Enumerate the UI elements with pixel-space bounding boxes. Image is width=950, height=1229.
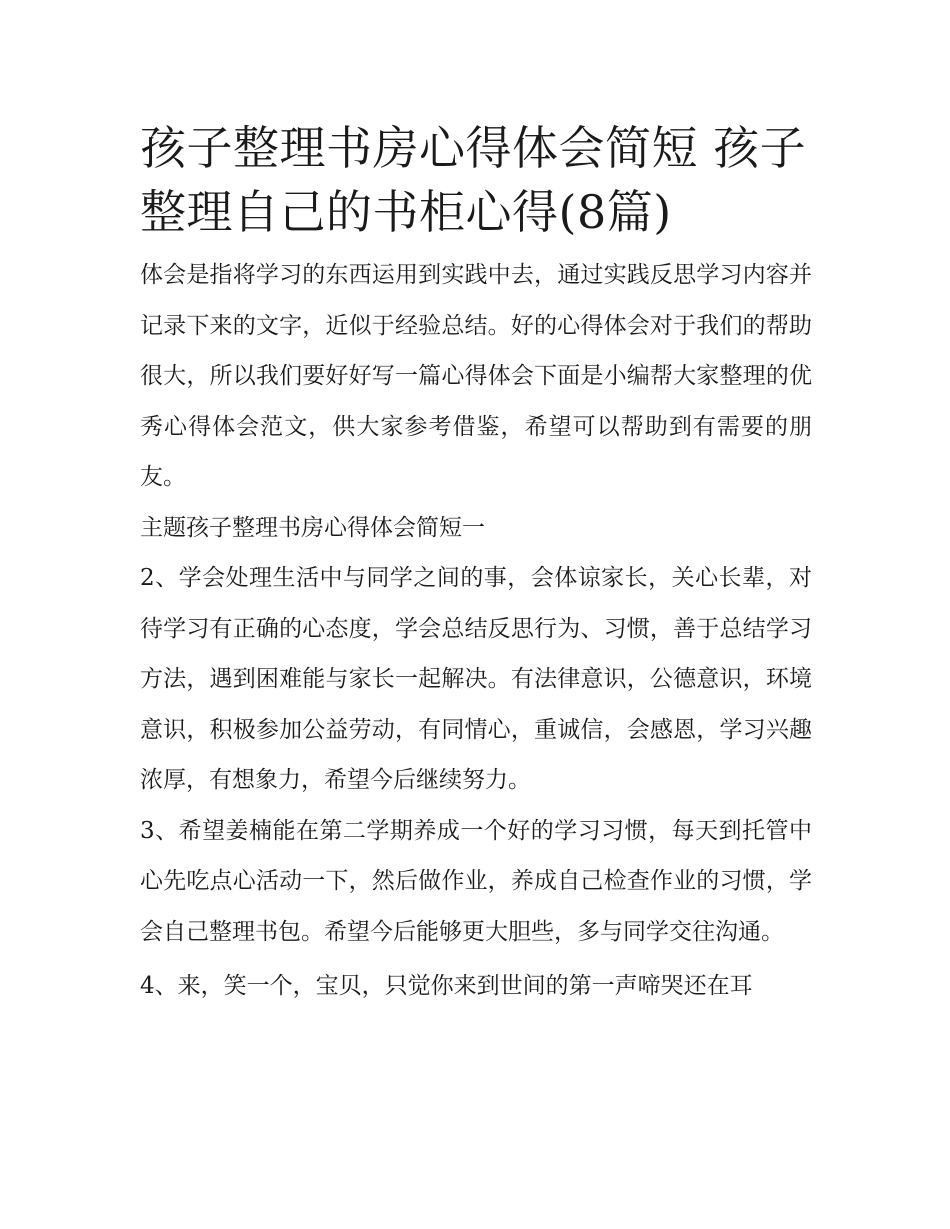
section-heading: 主题孩子整理书房心得体会简短一 [140,514,485,541]
list-item-3: 3、希望姜楠能在第二学期养成一个好的学习习惯，每天到托管中心先吃点心活动一下，然后做作业，养成自己检查作业的习惯，学会自己整理书包。希望今后能够更大胆些，多与同学交往沟通。 [140,817,812,945]
list-item-2: 2、学会处理生活中与同学之间的事，会体谅家长，关心长辈，对待学习有正确的心态度，学会总结反思行为、习惯，善于总结学习方法，遇到困难能与家长一起解决。有法律意识，公德意识，环境意识，积极参加公益劳动，有同情心，重诚信，会感恩，学习兴趣浓厚，有想象力，希望今后继续努力。 [140,565,812,793]
document-page [140,116,812,1012]
document-title: 孩子整理书房心得体会简短 孩子整理自己的书柜心得(8篇) [140,121,807,239]
list-item-4: 4、来，笑一个，宝贝，只觉你来到世间的第一声啼哭还在耳 [140,973,753,999]
intro-paragraph: 体会是指将学习的东西运用到实践中去，通过实践反思学习内容并记录下来的文字，近似于经验总结。好的心得体会对于我们的帮助很大，所以我们要好好写一篇心得体会下面是小编帮大家整理的优秀心得体会范文，供大家参考借鉴，希望可以帮助到有需要的朋友。 [140,262,812,490]
